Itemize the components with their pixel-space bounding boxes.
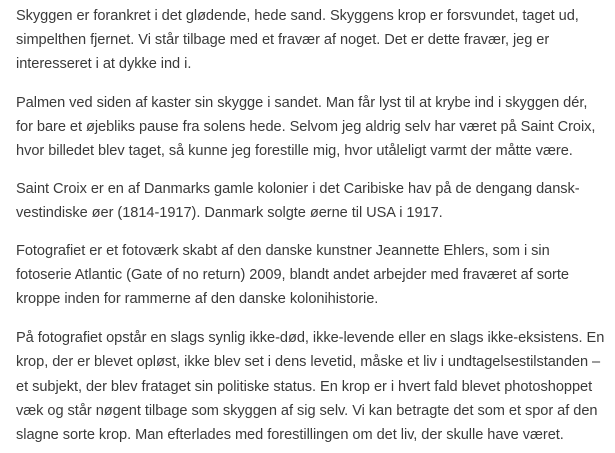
paragraph-line: kroppe inden for rammerne af den danske kolonihistorie. bbox=[16, 291, 379, 308]
paragraph-2 bbox=[16, 91, 611, 164]
paragraph-5 bbox=[16, 326, 611, 447]
paragraph-line: På fotografiet opstår en slags synlig ikke-død, ikke-levende eller en slags ikke-eksistens. En bbox=[16, 330, 605, 347]
paragraph-line: hvor billedet blev taget, så kunne jeg forestille mig, hvor utåleligt varmt der måtte være. bbox=[16, 143, 573, 160]
paragraph-1 bbox=[16, 0, 611, 77]
paragraph-line: Palmen ved siden af kaster sin skygge i sandet. Man får lyst til at krybe ind i skyggen dér, bbox=[16, 94, 588, 111]
paragraph-line: for bare et øjebliks pause fra solens hede. Selvom jeg aldrig selv har været på Saint Croix, bbox=[16, 118, 596, 135]
article-body bbox=[16, 0, 611, 447]
paragraph-line: et subjekt, der blev frataget sin politiske status. En krop er i hvert fald blevet photoshoppet bbox=[16, 378, 593, 395]
paragraph-line: fotoserie Atlantic (Gate of no return) 2009, blandt andet arbejder med fraværet af sorte bbox=[16, 266, 569, 283]
paragraph-4 bbox=[16, 239, 611, 312]
paragraph-line: væk og står nøgent tilbage som skyggen af sig selv. Vi kan betragte det som et spor af den bbox=[16, 402, 598, 419]
paragraph-line: Saint Croix er en af Danmarks gamle kolonier i det Caribiske hav på de dengang dansk- bbox=[16, 181, 580, 198]
paragraph-line: slagne sorte krop. Man efterlades med forestillingen om det liv, der skulle have været. bbox=[16, 427, 564, 444]
paragraph-line: Fotografiet er et fotoværk skabt af den danske kunstner Jeannette Ehlers, som i sin bbox=[16, 242, 550, 259]
paragraph-line: interesseret i at dykke ind i. bbox=[16, 56, 192, 73]
paragraph-line: Skyggen er forankret i det glødende, hede sand. Skyggens krop er forsvundet, taget ud, bbox=[16, 8, 579, 24]
paragraph-line: vestindiske øer (1814-1917). Danmark solgte øerne til USA i 1917. bbox=[16, 205, 443, 222]
paragraph-3 bbox=[16, 177, 611, 225]
paragraph-line: simpelthen fjernet. Vi står tilbage med et fravær af noget. Det er dette fravær, jeg er bbox=[16, 32, 550, 49]
paragraph-line: krop, der er blevet opløst, ikke blev set i dens levetid, måske et liv i undtagelsestilstanden – bbox=[16, 354, 601, 371]
